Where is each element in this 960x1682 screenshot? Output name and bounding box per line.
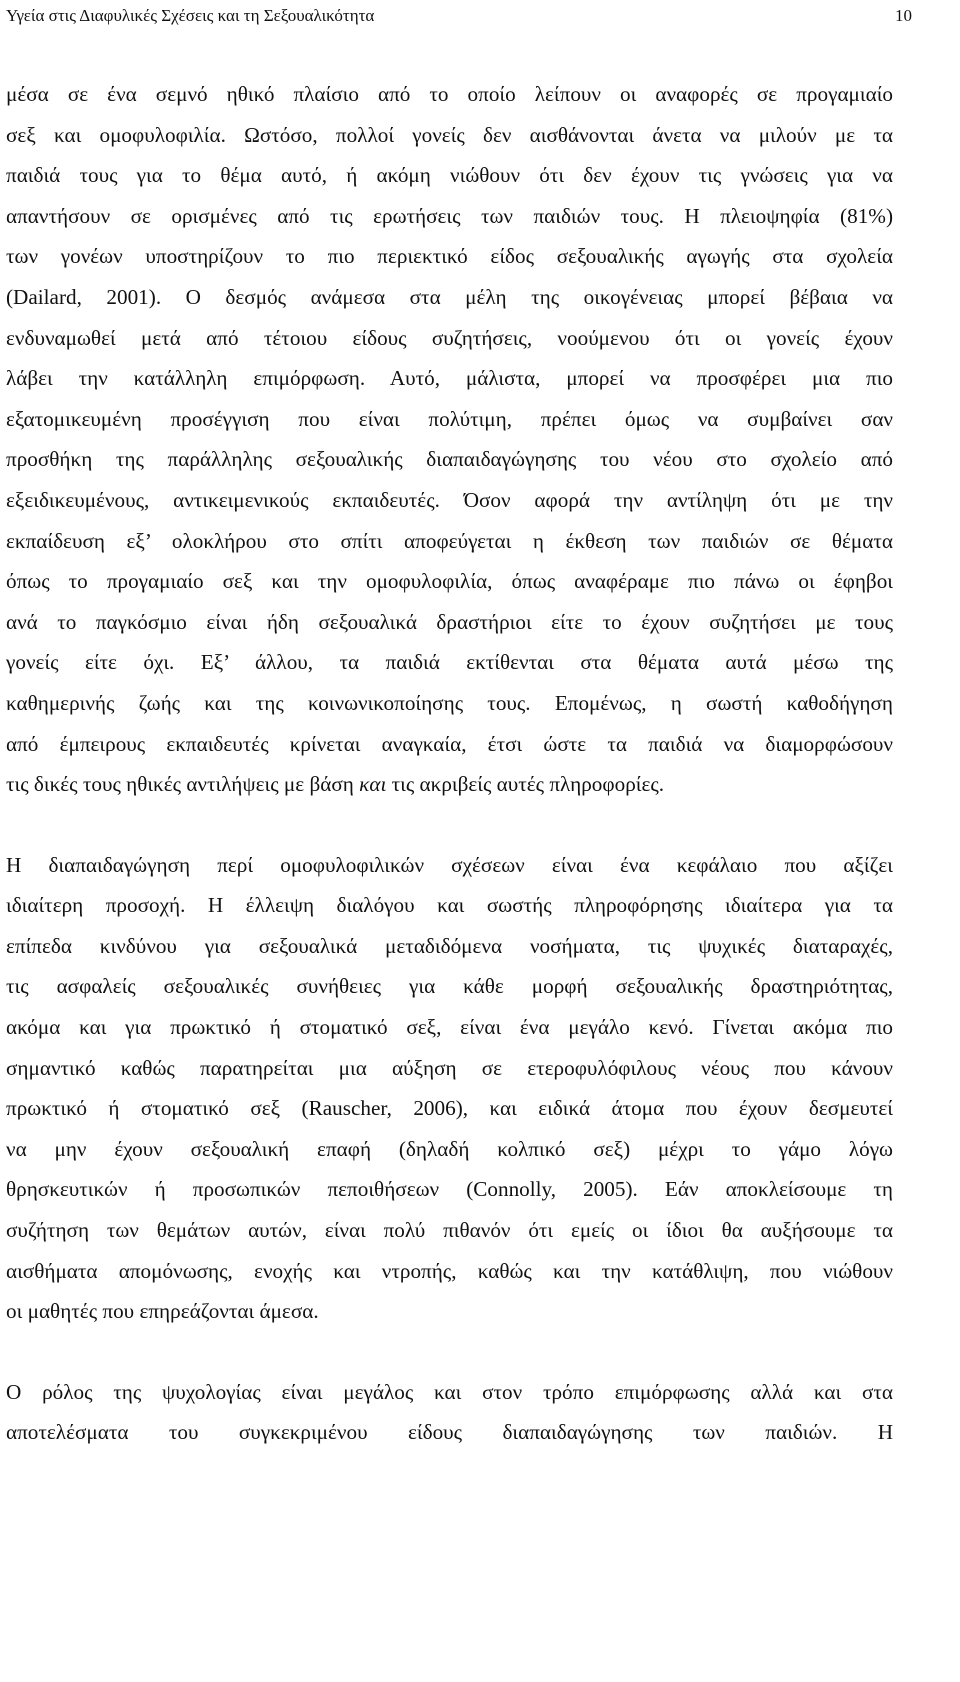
text-line: σημαντικό καθώς παρατηρείται μια αύξηση σε ετεροφυλόφιλους νέους που κάνουν (6, 1055, 893, 1080)
text-line: των γονέων υποστηρίζουν το πιο περιεκτικό είδος σεξουαλικής αγωγής στα σχολεία (6, 244, 893, 269)
text-line: θρησκευτικών ή προσωπικών πεποιθήσεων (Connolly, 2005). Εάν αποκλείσουμε τη (6, 1177, 893, 1202)
text-line: επίπεδα κινδύνου για σεξουαλικά μεταδιδόμενα νοσήματα, τις ψυχικές διαταραχές, (6, 933, 893, 958)
text-line: λάβει την κατάλληλη επιμόρφωση. Αυτό, μάλιστα, μπορεί να προσφέρει μια πιο (6, 366, 893, 391)
paragraph-3 (6, 1372, 893, 1453)
paragraph-2 (6, 845, 893, 1332)
text-line: καθημερινής ζωής και της κοινωνικοποίησης τους. Επομένως, η σωστή καθοδήγηση (6, 690, 893, 715)
header-title: Υγεία στις Διαφυλικές Σχέσεις και τη Σεξουαλικότητα (6, 6, 375, 25)
paragraph-1 (6, 74, 893, 805)
text-line: προσθήκη της παράλληλης σεξουαλικής διαπαιδαγώγησης του νέου στο σχολείο από (6, 447, 893, 472)
text-run: τις ακριβείς αυτές πληροφορίες. (386, 772, 665, 797)
italic-word: και (359, 772, 387, 797)
text-line-last (6, 764, 893, 805)
text-line: συζήτηση των θεμάτων αυτών, είναι πολύ πιθανόν ότι εμείς οι ίδιοι θα αυξήσουμε τα (6, 1218, 893, 1243)
text-line: παιδιά τους για το θέμα αυτό, ή ακόμη νιώθουν ότι δεν έχουν τις γνώσεις για να (6, 163, 893, 188)
text-line: τις ασφαλείς σεξουαλικές συνήθειες για κάθε μορφή σεξουαλικής δραστηριότητας, (6, 974, 893, 999)
running-header (6, 4, 912, 28)
text-run: τις δικές τους ηθικές αντιλήψεις με βάση (6, 772, 360, 797)
text-line: απαντήσουν σε ορισμένες από τις ερωτήσεις των παιδιών τους. Η πλειοψηφία (81%) (6, 203, 893, 228)
text-line: Η διαπαιδαγώγηση περί ομοφυλοφιλικών σχέσεων είναι ένα κεφάλαιο που αξίζει (6, 852, 893, 877)
text-line: σεξ και ομοφυλοφιλία. Ωστόσο, πολλοί γονείς δεν αισθάνονται άνετα να μιλούν με τα (6, 122, 893, 147)
text-line: όπως το προγαμιαίο σεξ και την ομοφυλοφιλία, όπως αναφέραμε πιο πάνω οι έφηβοι (6, 569, 893, 594)
text-line: (Dailard, 2001). Ο δεσμός ανάμεσα στα μέλη της οικογένειας μπορεί βέβαια να (6, 284, 893, 309)
text-line-last: οι μαθητές που επηρεάζονται άμεσα. (6, 1299, 319, 1324)
text-line: από έμπειρους εκπαιδευτές κρίνεται αναγκαία, έτσι ώστε τα παιδιά να διαμορφώσουν (6, 731, 893, 756)
text-line: εξατομικευμένη προσέγγιση που είναι πολύτιμη, πρέπει όμως να συμβαίνει σαν (6, 406, 893, 431)
text-line: αισθήματα απομόνωσης, ενοχής και ντροπής, καθώς και την κατάθλιψη, που νιώθουν (6, 1258, 893, 1283)
text-line: ακόμα και για πρωκτικό ή στοματικό σεξ, είναι ένα μεγάλο κενό. Γίνεται ακόμα πιο (6, 1015, 893, 1040)
text-line: γονείς είτε όχι. Εξ’ άλλου, τα παιδιά εκτίθενται στα θέματα αυτά μέσω της (6, 650, 893, 675)
text-line: ενδυναμωθεί μετά από τέτοιου είδους συζητήσεις, νοούμενου ότι οι γονείς έχουν (6, 325, 893, 350)
body-text (6, 74, 893, 1453)
text-line: εκπαίδευση εξ’ ολοκλήρου στο σπίτι αποφεύγεται η έκθεση των παιδιών σε θέματα (6, 528, 893, 553)
text-line: εξειδικευμένους, αντικειμενικούς εκπαιδευτές. Όσον αφορά την αντίληψη ότι με την (6, 487, 893, 512)
text-line: ιδιαίτερη προσοχή. Η έλλειψη διαλόγου και σωστής πληροφόρησης ιδιαίτερα για τα (6, 893, 893, 918)
text-line: να μην έχουν σεξουαλική επαφή (δηλαδή κολπικό σεξ) μέχρι το γάμο λόγω (6, 1136, 893, 1161)
text-line: ανά το παγκόσμιο είναι ήδη σεξουαλικά δραστήριοι είτε το έχουν συζητήσει με τους (6, 609, 893, 634)
page-number: 10 (895, 6, 912, 25)
text-line: μέσα σε ένα σεμνό ηθικό πλαίσιο από το οποίο λείπουν οι αναφορές σε προγαμιαίο (6, 82, 893, 106)
text-line: πρωκτικό ή στοματικό σεξ (Rauscher, 2006), και ειδικά άτομα που έχουν δεσμευτεί (6, 1096, 893, 1121)
text-line: αποτελέσματα του συγκεκριμένου είδους διαπαιδαγώγησης των παιδιών. Η (6, 1420, 893, 1445)
text-line: Ο ρόλος της ψυχολογίας είναι μεγάλος και στον τρόπο επιμόρφωσης αλλά και στα (6, 1379, 893, 1404)
